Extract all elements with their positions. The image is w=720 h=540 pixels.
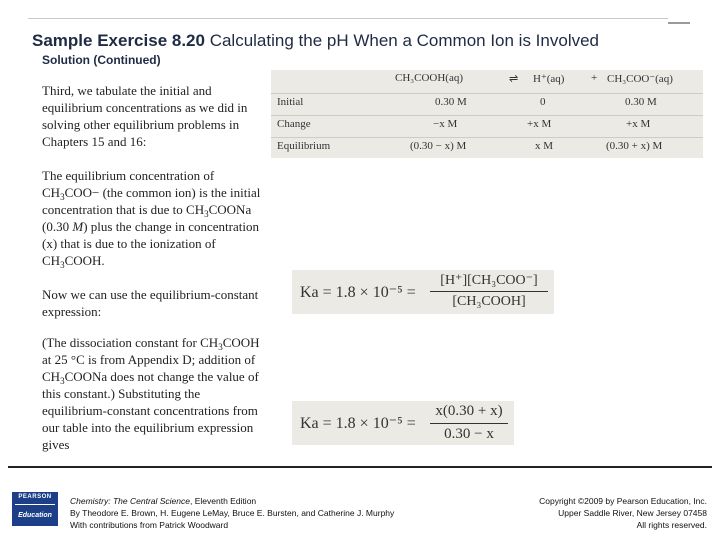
ice-header-plus: +: [591, 72, 598, 84]
equation-lhs: Ka = 1.8 × 10⁻⁵ =: [300, 284, 416, 301]
logo-rule: [15, 504, 55, 505]
ice-table: [271, 70, 703, 158]
fraction-bar: [430, 291, 548, 292]
ice-header-arrow: ⇌: [509, 73, 519, 85]
ice-row-label: Initial: [277, 96, 304, 108]
logo-top-text: PEARSON: [18, 494, 52, 500]
copyright-line: Copyright ©2009 by Pearson Education, Inc.: [539, 496, 707, 506]
text-run: The equilibrium concentration of CH: [42, 168, 215, 200]
footer-copyright: [539, 495, 707, 531]
ice-header-acetate: CH₃COO⁻(aq): [607, 73, 673, 85]
paragraph-tabulate: Third, we tabulate the initial and equilibrium concentrations as we did in solving other equilibrium problems in Chapters 15 and 16:: [42, 83, 248, 149]
equation-ka-substituted: [292, 401, 514, 445]
ice-row-change: [271, 115, 703, 133]
ice-cell: 0.30 M: [625, 96, 657, 108]
top-divider: [28, 18, 668, 19]
pearson-logo: [12, 492, 58, 526]
address-line: Upper Saddle River, New Jersey 07458: [558, 508, 707, 518]
text-run: COONa (0.30: [42, 202, 252, 234]
ice-cell: (0.30 + x) M: [606, 140, 663, 152]
ice-cell: +x M: [527, 118, 552, 130]
equation-numerator: x(0.30 + x): [435, 403, 503, 419]
fraction-bar: [430, 423, 508, 424]
ice-cell: 0.30 M: [435, 96, 467, 108]
ice-header-row: [271, 70, 703, 87]
ice-row-label: Change: [277, 118, 311, 130]
text-run: COOH.: [64, 253, 105, 268]
equation-denominator: [CH₃COOH]: [452, 294, 526, 309]
ice-cell: 0: [540, 96, 546, 108]
ice-cell: −x M: [433, 118, 458, 130]
ice-cell: +x M: [626, 118, 651, 130]
book-title: Chemistry: The Central Science: [70, 496, 190, 506]
ice-header-reactant: CH₃COOH(aq): [395, 72, 463, 84]
footer-divider: [8, 466, 712, 468]
subscript: 3: [218, 342, 223, 352]
subscript: 3: [60, 192, 65, 202]
ice-row-initial: [271, 93, 703, 111]
ice-cell: x M: [535, 140, 554, 152]
rights-line: All rights reserved.: [636, 520, 707, 530]
slide-title: [32, 31, 599, 51]
equation-denominator: 0.30 − x: [444, 426, 494, 442]
title-bold: Sample Exercise 8.20: [32, 31, 205, 50]
subscript: 3: [204, 209, 209, 219]
slide-subtitle: Solution (Continued): [42, 53, 161, 67]
equation-lhs: Ka = 1.8 × 10⁻⁵ =: [300, 415, 416, 432]
footer-authors: By Theodore E. Brown, H. Eugene LeMay, Bruce E. Bursten, and Catherine J. Murphy: [70, 508, 395, 518]
paragraph-dissociation-constant: [42, 334, 264, 453]
text-run: COOH at 25 °C is from Appendix D; addition of CH: [42, 335, 260, 384]
text-run: COONa does not change the value of this constant.) Substituting the equilibrium-constant concentrations from our table into the equilibrium expression gives: [42, 369, 259, 452]
book-edition: , Eleventh Edition: [190, 496, 257, 506]
top-divider-accent: [668, 22, 690, 24]
ice-row-label: Equilibrium: [277, 140, 331, 152]
paragraph-common-ion: [42, 167, 264, 269]
subscript: 3: [60, 376, 65, 386]
logo-bottom-text: Education: [18, 512, 52, 519]
ice-cell: (0.30 − x) M: [410, 140, 467, 152]
footer-title-line: [70, 495, 394, 507]
text-run: COO− (the common ion) is the initial concentration that is due to CH: [42, 185, 261, 217]
ice-row-equilibrium: [271, 137, 703, 155]
text-run-italic: M: [72, 219, 84, 234]
ice-header-h-ion: H⁺(aq): [533, 73, 565, 85]
equation-numerator: [H⁺][CH₃COO⁻]: [440, 273, 538, 288]
footer-contributions: With contributions from Patrick Woodward: [70, 520, 229, 530]
title-rest: Calculating the pH When a Common Ion is Involved: [204, 31, 599, 50]
subscript: 3: [60, 260, 65, 270]
text-run: (The dissociation constant for CH: [42, 335, 219, 350]
footer-book-info: [70, 495, 394, 531]
paragraph-equilibrium-expression: Now we can use the equilibrium-constant expression:: [42, 287, 259, 319]
equation-ka-expression: [292, 270, 554, 314]
text-run: ) plus the change in concentration (x) that is due to the ionization of CH: [42, 219, 259, 268]
